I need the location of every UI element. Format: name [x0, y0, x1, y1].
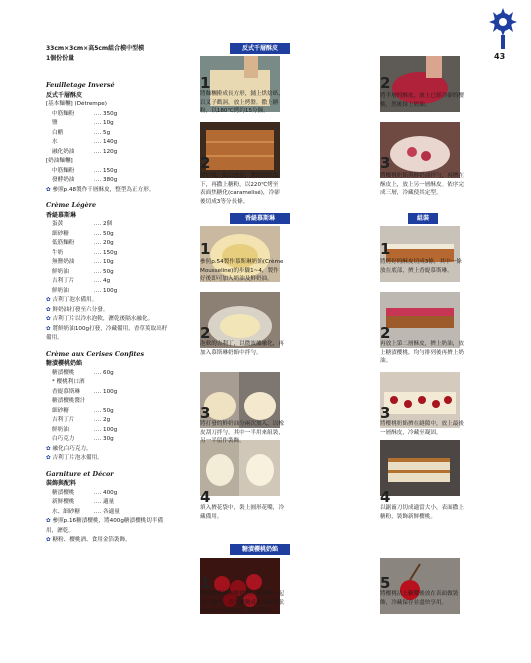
- step-text: 將打發的鮮奶油分兩次加入，以橡皮刮刀拌勻。其中一半用來組裝，另一半留作裝飾。: [200, 421, 284, 444]
- step-number: 2: [200, 154, 211, 172]
- leader-dots: ‥‥: [92, 426, 104, 433]
- leader-dots: ‥‥: [92, 120, 104, 126]
- prep-note: ✿ 鮮奶油打發至六分發。: [46, 306, 109, 313]
- section-bar-cherry-cream: 糖漬櫻桃奶餡: [230, 544, 290, 555]
- ingredient-name: 新鮮櫻桃: [52, 499, 75, 505]
- ingredient-row: [46, 138, 171, 148]
- ingredient-qty: 2g: [103, 417, 111, 423]
- ingredient-row: [46, 508, 171, 518]
- step-number: 2: [380, 324, 391, 342]
- step-number: 3: [380, 154, 391, 172]
- ingredient-name: 蛋黃: [52, 221, 64, 227]
- prep-note: ✿ 吉利丁泡水備用。: [46, 297, 98, 303]
- ingredient-name: 鮮奶油: [52, 287, 69, 294]
- ingredient-row: [46, 110, 171, 120]
- step-text: 將麵糰擀成長方形，鋪上烘焙紙，以叉子戳洞，放上烤盤。撒上糖粉，以180℃烤約15分鐘。: [200, 91, 284, 114]
- ingredient-qty: 140g: [103, 139, 118, 145]
- leader-dots: ‥‥: [92, 240, 104, 246]
- ingredient-row: [46, 249, 171, 259]
- ingredient-row: [46, 397, 171, 407]
- leader-dots: ‥‥: [92, 508, 104, 515]
- ingredient-row: [46, 129, 171, 139]
- ingredient-qty: 10g: [103, 259, 114, 265]
- ingredient-name: 吉利丁片: [52, 278, 75, 284]
- ingredient-name: 鮮奶油: [52, 268, 69, 275]
- ingredient-column: [46, 44, 171, 546]
- leader-dots: ‥‥: [92, 148, 104, 155]
- ingredient-row: [46, 268, 171, 278]
- creme-coulis-title-zh: 糖漬櫻桃奶餡: [46, 360, 83, 367]
- ingredient-name: 中筋麵粉: [52, 110, 75, 117]
- leader-dots: ‥‥: [92, 436, 104, 442]
- ingredient-row: [46, 167, 171, 177]
- ingredient-qty: 350g: [103, 110, 118, 117]
- step-text: 泡軟的吉利丁，以微波爐融化，再加入慕斯琳奶餡中拌勻。: [200, 341, 284, 356]
- feuilletage-title-zh: 反式千層酥皮: [46, 91, 83, 99]
- feuilletage-note: ✿ 參照p.48製作千層酥皮，整型為正方形。: [46, 186, 155, 193]
- leader-dots: ‥‥: [92, 139, 104, 145]
- leader-dots: ‥‥: [92, 287, 104, 294]
- page-number: 43: [494, 52, 506, 61]
- ingredient-qty: 150g: [103, 167, 118, 174]
- ingredient-row: [46, 258, 171, 268]
- ingredient-row: [46, 148, 171, 158]
- photo-step-feuilletage-2: [200, 122, 280, 178]
- ingredient-name: 細砂糖: [52, 230, 69, 237]
- prep-note: ✿ 將鮮奶油100g打發，冷藏備用，香草莢取出籽備用。: [46, 325, 168, 341]
- step-text: 將烤好的酥皮切成3條，其中一條放在底部，擠上香緹慕斯琳。: [380, 259, 462, 274]
- flower-bullet-icon: ✿: [46, 325, 53, 332]
- ingredient-row: [46, 426, 171, 436]
- creme-legere-title-zh: 香緹慕斯琳: [46, 211, 77, 219]
- ingredient-name: 發酵奶油: [52, 177, 75, 183]
- ingredient-name: 糖漬櫻桃醬汁: [52, 398, 86, 404]
- leader-dots: ‥‥: [92, 167, 104, 174]
- leader-dots: ‥‥: [92, 249, 104, 256]
- ingredient-qty: 2個: [103, 221, 113, 227]
- prep-note: ✿ 糖粉、櫻桃酒、食用金箔裝飾。: [46, 537, 131, 543]
- step-text: 將櫻桃沾上糖漿後放在表面做裝飾，冷藏保存並盡快享用。: [380, 591, 459, 606]
- ingredient-name: 糖漬櫻桃: [52, 369, 75, 376]
- leader-dots: ‥‥: [92, 129, 104, 136]
- leader-dots: ‥‥: [92, 110, 104, 117]
- step-number: 3: [200, 404, 211, 422]
- flower-bullet-icon: ✿: [46, 518, 53, 524]
- mold-size: 33cm×3cm×高5cm組合模中型模: [46, 45, 145, 52]
- ingredient-name: 糖漬櫻桃: [52, 489, 75, 496]
- ingredient-row: [46, 287, 171, 297]
- ingredient-row: [46, 489, 171, 499]
- ingredient-qty: 380g: [103, 177, 118, 183]
- creme-legere-title-en: Crème Légère: [46, 201, 97, 209]
- step-number: 1: [380, 240, 391, 258]
- step-number: 2: [380, 74, 391, 92]
- prep-note: ✿ 吉利丁片以冷水泡軟，瀝乾後隔水融化。: [46, 316, 154, 322]
- ingredient-qty: 60g: [103, 369, 114, 376]
- ingredient-qty: 50g: [103, 407, 114, 414]
- leader-dots: ‥‥: [92, 417, 104, 423]
- photo-step-legere-4: [200, 440, 280, 496]
- ingredient-qty: 20g: [103, 240, 114, 246]
- ingredient-qty: 400g: [103, 489, 118, 496]
- prep-note: ✿ 參照p.16糖漬櫻桃，將400g糖漬櫻桃切半備用，瀝乾。: [46, 518, 164, 534]
- fleur-logo-icon: [486, 8, 520, 50]
- step-text: 再放上第二層酥皮，擠上奶油，放上糖漬櫻桃，均勻排列後再擠上奶油。: [380, 341, 464, 364]
- step-text: 填入擠花袋中，裝上圓形花嘴，冷藏備用。: [200, 505, 284, 520]
- flower-bullet-icon: ✿: [46, 306, 53, 313]
- ingredient-row: [46, 498, 171, 508]
- ingredient-row: [46, 220, 171, 230]
- butter-subheading: [奶油麵糰]: [46, 158, 73, 164]
- ingredient-name: 鮮奶油: [52, 426, 69, 433]
- ingredient-name: 低筋麵粉: [52, 240, 75, 246]
- leader-dots: ‥‥: [92, 407, 104, 414]
- ingredient-qty: 100g: [103, 426, 118, 433]
- step-number: 3: [380, 404, 391, 422]
- ingredient-name: 融化奶油: [52, 148, 75, 155]
- flower-bullet-icon: ✿: [46, 537, 53, 543]
- step-number: 5: [380, 574, 391, 592]
- ingredient-name: 白巧克力: [52, 436, 75, 442]
- ingredient-qty: 120g: [103, 148, 118, 155]
- ingredient-row: [46, 416, 171, 426]
- ingredient-name: 細砂糖: [52, 407, 69, 414]
- leader-dots: ‥‥: [92, 221, 104, 227]
- flower-bullet-icon: ✿: [46, 297, 53, 303]
- ingredient-qty: 4g: [103, 278, 111, 284]
- leader-dots: ‥‥: [92, 259, 104, 265]
- ingredient-row: [46, 369, 171, 379]
- ingredient-row: [46, 239, 171, 249]
- section-bar-assembly: 組裝: [408, 213, 438, 224]
- ingredient-qty: 100g: [103, 287, 118, 294]
- step-number: 1: [200, 574, 211, 592]
- step-text: 烤好後，取出放涼，將烘焙紙取下，再撒上糖粉，以220℃烤至表面焦糖化(caramelisé)，冷卻後切成3等分長條。: [200, 173, 280, 205]
- yield: 1個份份量: [46, 54, 75, 62]
- leader-dots: ‥‥: [92, 499, 104, 505]
- ingredient-name: 吉利丁片: [52, 417, 75, 423]
- ingredient-qty: 5g: [103, 129, 111, 136]
- ingredient-name: 鹽: [52, 120, 58, 126]
- flower-bullet-icon: ✿: [46, 316, 53, 322]
- flower-bullet-icon: ✿: [46, 445, 53, 452]
- leader-dots: ‥‥: [92, 388, 104, 395]
- ingredient-qty: 100g: [103, 388, 118, 395]
- ingredient-row: [46, 119, 171, 129]
- step-text: 將半層的酥皮，放上已經冷卻的櫻桃，然後抹上奶油。: [380, 93, 464, 108]
- ingredient-name: 牛奶: [52, 249, 64, 256]
- ingredient-row: [46, 435, 171, 445]
- creme-coulis-title-en: Crème aux Cerises Confites: [46, 349, 145, 358]
- ingredient-name: 白醋: [52, 129, 64, 136]
- photo-step-assembly-4: [380, 440, 460, 496]
- ingredient-name: 香緹慕斯琳: [52, 388, 80, 395]
- prep-note: ✿ 融化白巧克力。: [46, 445, 92, 452]
- section-bar-feuilletage: 反式千層酥皮: [230, 43, 290, 54]
- ingredient-qty: 適量: [103, 499, 115, 505]
- step-number: 4: [200, 488, 211, 506]
- leader-dots: ‥‥: [92, 268, 104, 275]
- step-number: 4: [380, 488, 391, 506]
- decor-title-en: Garniture et Décor: [46, 469, 114, 478]
- ingredient-name: 水: [52, 139, 58, 145]
- step-number: 1: [200, 240, 211, 258]
- leader-dots: ‥‥: [92, 278, 104, 284]
- ingredient-qty: 50g: [103, 230, 114, 237]
- ingredient-row: [46, 378, 171, 388]
- ingredient-name: 中筋麵粉: [52, 167, 75, 174]
- step-text: 參照p.54製作慕斯琳奶餡(Crème Mousseline)的步驟1~4，製作好後即可加入奶油及鮮奶油。: [200, 259, 284, 282]
- ingredient-qty: 150g: [103, 249, 118, 256]
- prep-note: ✿ 吉利丁片泡水備用。: [46, 455, 103, 461]
- ingredient-row: [46, 230, 171, 240]
- step-text: 將櫻桃奶餡與鮮奶油拌勻，再擠在酥皮上，放上另一層酥皮。依序完成三層，冷藏使其定型。: [380, 173, 464, 196]
- ingredient-name: 水、細砂糖: [52, 508, 80, 515]
- ingredient-row: [46, 277, 171, 287]
- step-number: 1: [200, 74, 211, 92]
- step-text: 將糖漬櫻桃與櫻桃酒、細砂糖一起放入鍋中，煮至濃稠成為半糖漬狀態(Semi-Confit)，放涼備用。: [200, 591, 284, 614]
- feuilletage-title-en: Feuilletage Inversé: [46, 81, 115, 89]
- step-text: 以鋸齒刀切成適當大小，表面撒上糖粉，裝飾新鮮櫻桃。: [380, 505, 464, 520]
- leader-dots: ‥‥: [92, 489, 104, 496]
- decor-title-zh: 裝飾與配料: [46, 480, 77, 487]
- ingredient-name: 無鹽奶油: [52, 259, 75, 265]
- ingredient-qty: 30g: [103, 436, 114, 442]
- leader-dots: ‥‥: [92, 177, 104, 183]
- ingredient-qty: 10g: [103, 120, 114, 126]
- step-number: 2: [200, 324, 211, 342]
- section-bar-creme-legere: 香緹慕斯琳: [230, 213, 290, 224]
- leader-dots: ‥‥: [92, 369, 104, 376]
- ingredient-qty: 各適量: [103, 508, 120, 515]
- ingredient-row: [46, 176, 171, 186]
- photo-step-assembly-prep-3: [380, 122, 460, 178]
- ingredient-row: [46, 407, 171, 417]
- leader-dots: ‥‥: [92, 230, 104, 237]
- ingredient-qty: 50g: [103, 268, 114, 275]
- step-text: 將櫻桃奶餡擠在縫隙中，放上最後一層酥皮，冷藏至凝固。: [380, 421, 464, 436]
- detrempe-subheading: [基本麵糰] (Détrempe): [46, 101, 107, 107]
- ingredient-name: * 櫻桃利口酒: [52, 379, 85, 385]
- flower-bullet-icon: ✿: [46, 455, 53, 461]
- ingredient-row: [46, 388, 171, 398]
